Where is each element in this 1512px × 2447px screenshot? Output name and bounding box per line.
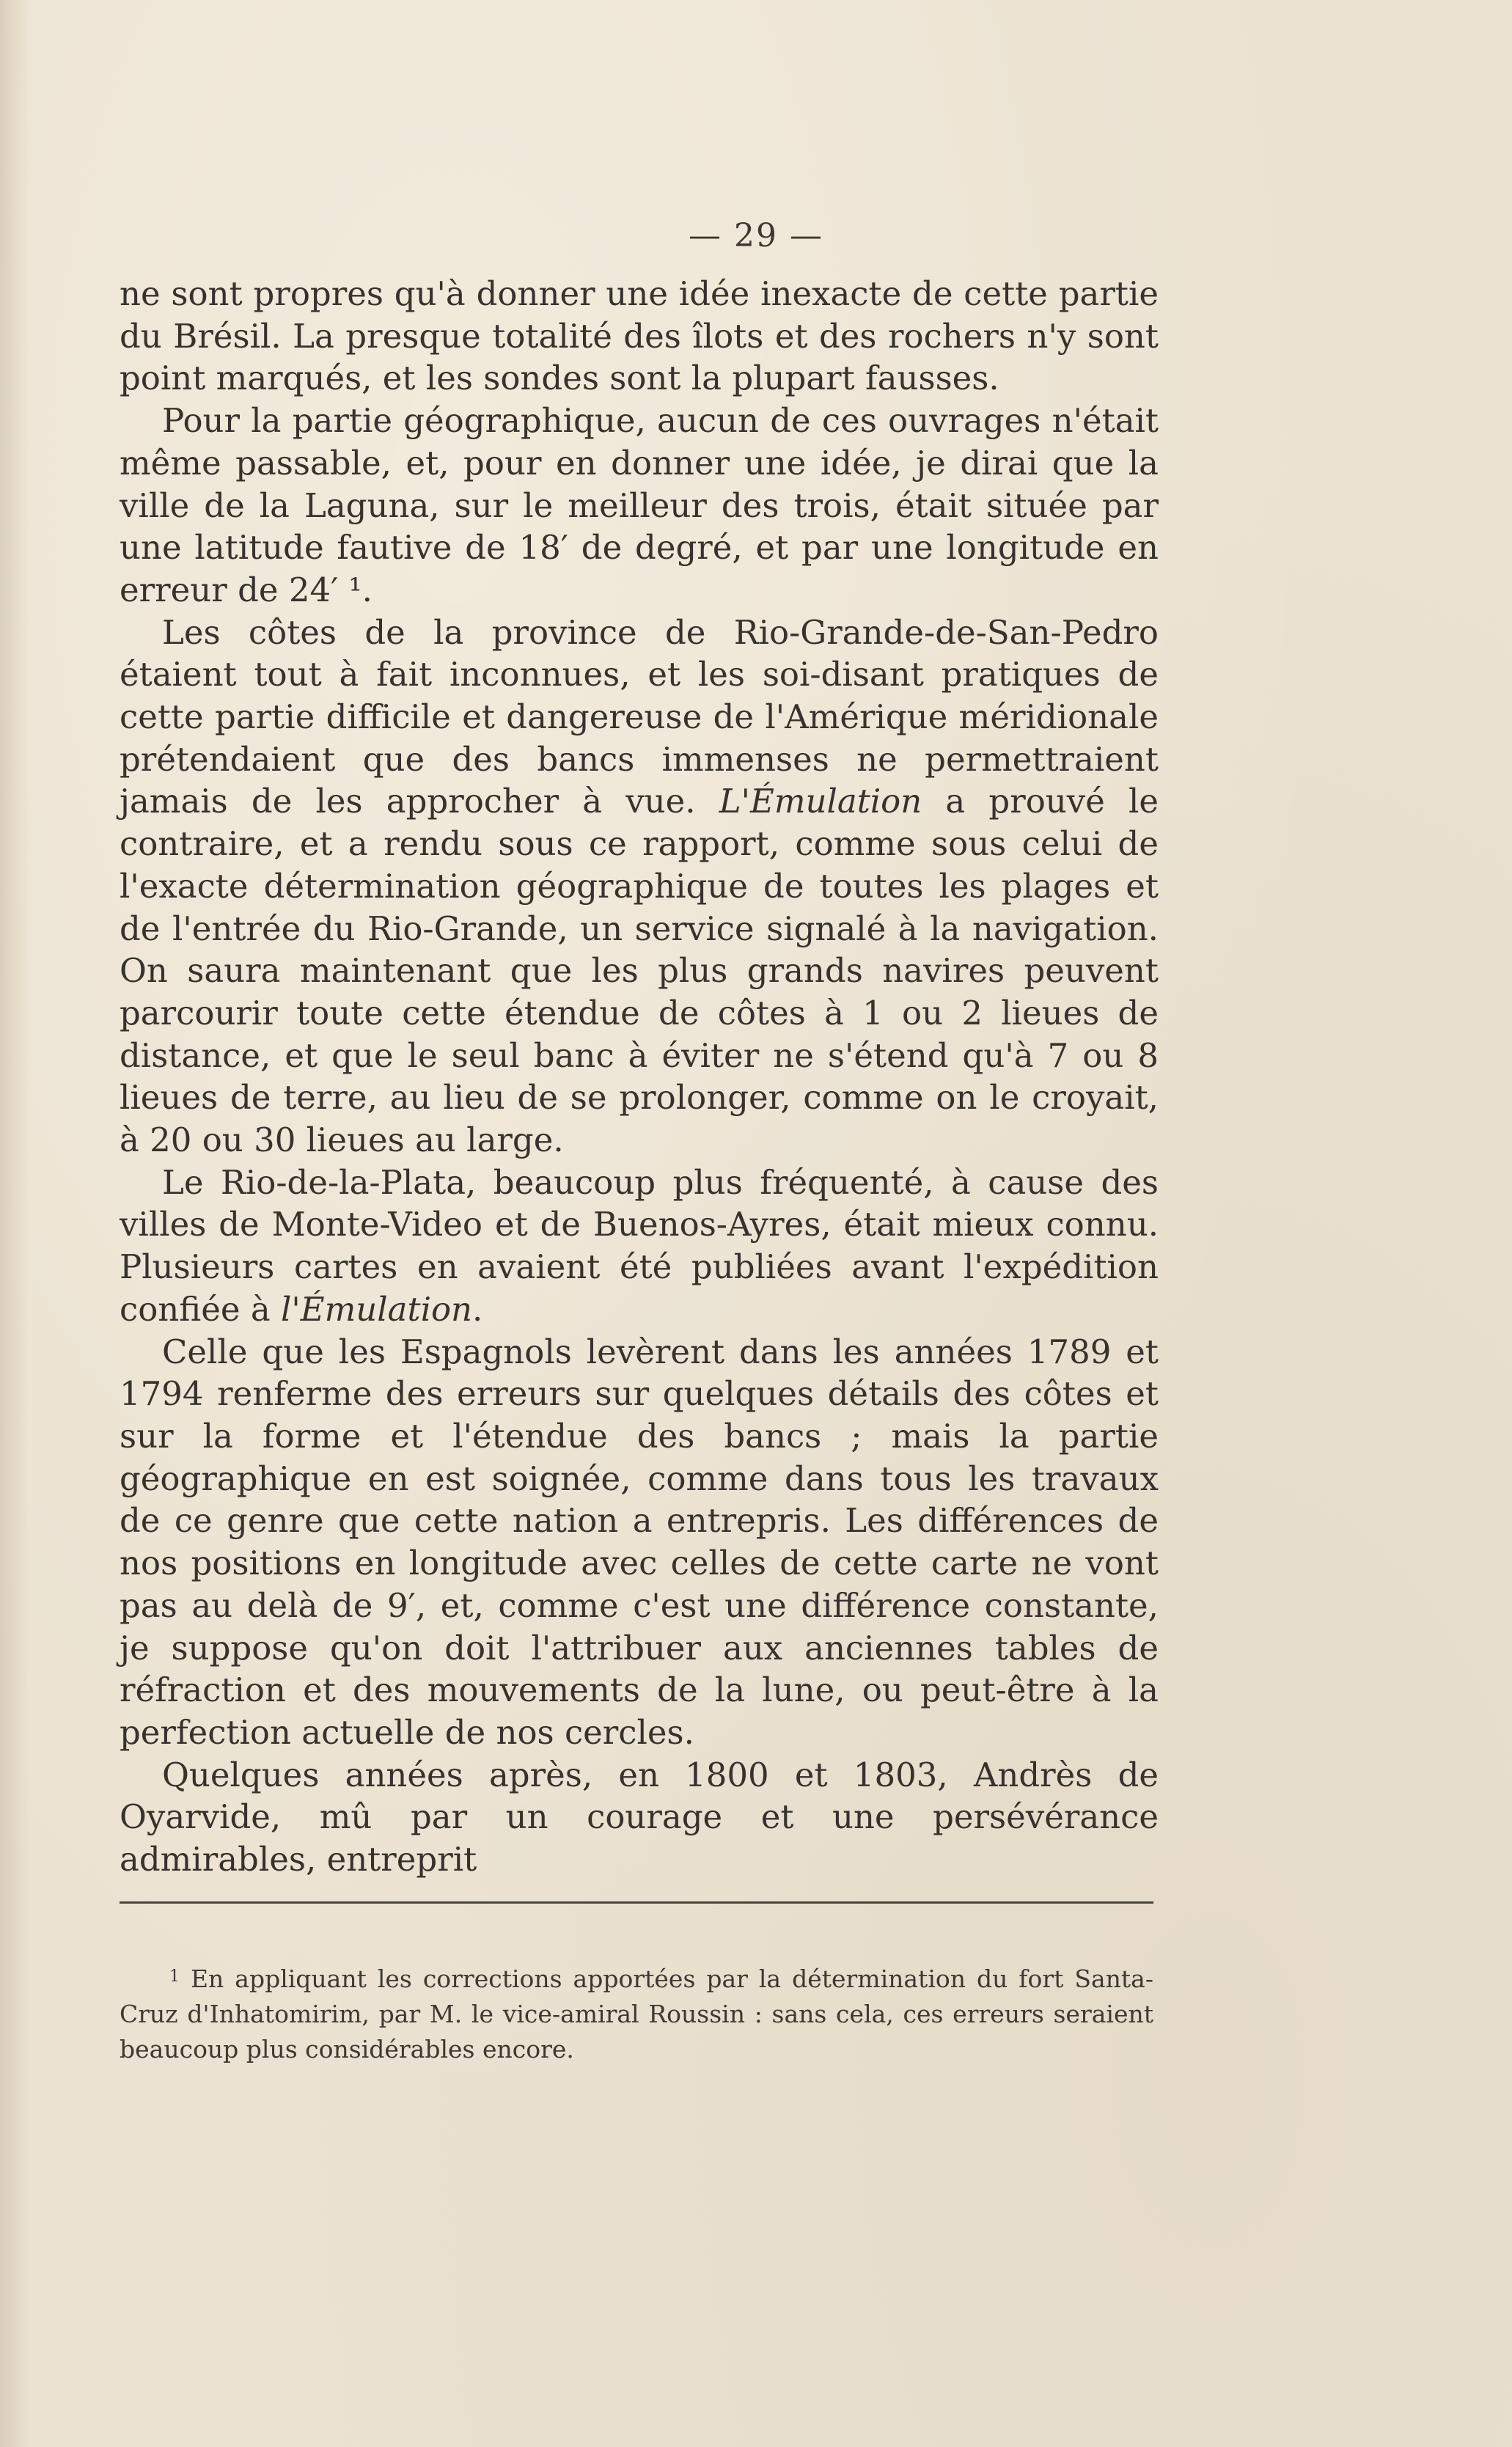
footnote-divider: [120, 1901, 1153, 1904]
page-number: — 29 —: [689, 217, 823, 254]
paragraph-oyarvide: Quelques années après, en 1800 et 1803, Andrès de Oyarvide, mû par un courage et une persévérance admirables, entreprit: [120, 1755, 1159, 1879]
footnote-text: En appliquant les corrections apportées par la détermination du fort Santa-Cruz d'Inhatomirim, par M. le vice-amiral Roussin : sans cela, ces erreurs seraient beaucoup plus considérables encore.: [120, 1964, 1153, 2063]
paragraph-text: Le Rio-de-la-Plata, beaucoup plus fréquenté, à cause des villes de Monte-Video et de Buenos-Ayres, était mieux connu. Plusieurs cartes en avaient été publiées avant l'expédition confiée à: [120, 1162, 1159, 1329]
paragraph-geographic-part: Pour la partie géographique, aucun de ces ouvrages n'était même passable, et, pour en donner une idée, je dirai que la ville de la Laguna, sur le meilleur des trois, était située par une latitude fautive de 18′ de degré, et par une longitude en erreur de 24′ ¹.: [120, 401, 1159, 609]
footnote-marker: 1: [169, 1967, 180, 1986]
paragraph-text: .: [472, 1289, 483, 1329]
footnote: [120, 1959, 1153, 2067]
paragraph-spanish-survey: Celle que les Espagnols levèrent dans les années 1789 et 1794 renferme des erreurs sur quelques détails des côtes et sur la forme et l'étendue des bancs ; mais la partie géographique en est soignée, comme dans tous les travaux de ce genre que cette nation a entrepris. Les différences de nos positions en longitude avec celles de cette carte ne vont pas au delà de 9′, et, comme c'est une différence constante, je suppose qu'on doit l'attribuer aux anciennes tables de réfraction et des mouvements de la lune, ou peut-être à la perfection actuelle de nos cercles.: [120, 1332, 1159, 1752]
paragraph-text: Les côtes de la province de Rio-Grande-de-San-Pedro étaient tout à fait inconnues, et les soi-disant pratiques de cette partie difficile et dangereuse de l'Amérique méridionale prétendaient que des bancs immenses ne permettraient jamais de les approcher à vue.: [120, 612, 1159, 821]
paragraph-rio-grande-coasts: [120, 612, 1159, 1162]
body-text: [120, 273, 1159, 1881]
ship-name: l'Émulation: [281, 1289, 473, 1329]
paragraph-rio-de-la-plata: [120, 1162, 1159, 1331]
paragraph-continued: ne sont propres qu'à donner une idée inexacte de cette partie du Brésil. La presque totalité des îlots et des rochers n'y sont point marqués, et les sondes sont la plupart fausses.: [120, 274, 1159, 398]
ship-name: L'Émulation: [719, 782, 922, 821]
paragraph-text: a prouvé le contraire, et a rendu sous ce rapport, comme sous celui de l'exacte détermination géographique de toutes les plages et de l'entrée du Rio-Grande, un service signalé à la navigation. On saura maintenant que les plus grands navires peuvent parcourir toute cette étendue de côtes à 1 ou 2 lieues de distance, et que le seul banc à éviter ne s'étend qu'à 7 ou 8 lieues de terre, au lieu de se prolonger, comme on le croyait, à 20 ou 30 lieues au large.: [120, 782, 1159, 1160]
